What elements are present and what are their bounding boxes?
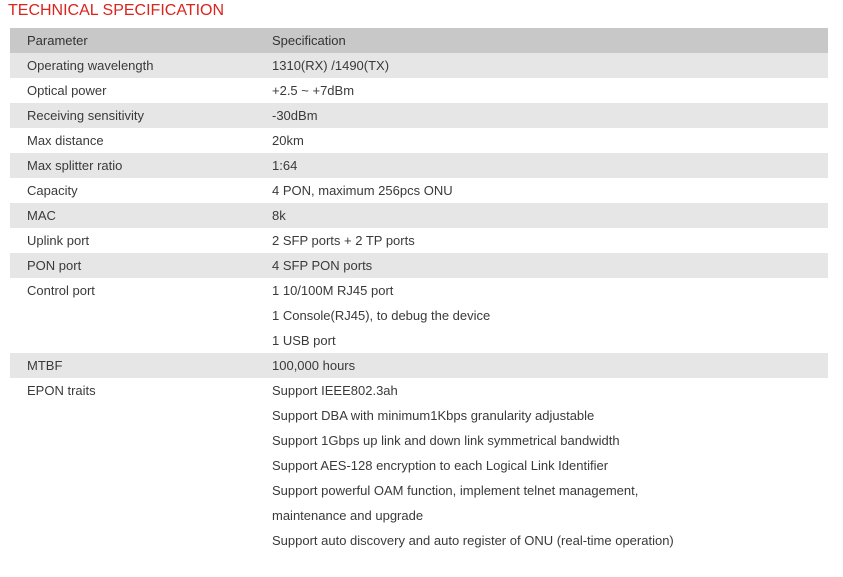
table-row: [10, 228, 828, 253]
row-specification: Support powerful OAM function, implement telnet management,: [272, 483, 639, 498]
table-row: [10, 178, 828, 203]
header-specification: Specification: [272, 33, 346, 48]
table-row: [10, 153, 828, 178]
row-specification: Support AES-128 encryption to each Logical Link Identifier: [272, 458, 609, 473]
row-parameter: MAC: [27, 208, 56, 223]
table-row: [10, 378, 828, 403]
table-row: [10, 53, 828, 78]
row-specification: 1 10/100M RJ45 port: [272, 283, 394, 298]
table-row: [10, 253, 828, 278]
row-specification: Support 1Gbps up link and down link symmetrical bandwidth: [272, 433, 620, 448]
row-specification: -30dBm: [272, 108, 318, 123]
row-specification: Support IEEE802.3ah: [272, 383, 398, 398]
table-row-continuation: [10, 428, 828, 453]
row-parameter: EPON traits: [27, 383, 96, 398]
row-specification: 2 SFP ports + 2 TP ports: [272, 233, 415, 248]
table-row: [10, 78, 828, 103]
table-row-continuation: [10, 478, 828, 503]
header-parameter: Parameter: [27, 33, 88, 48]
row-parameter: Optical power: [27, 83, 107, 98]
table-row-continuation: [10, 528, 828, 553]
table-row: [10, 128, 828, 153]
row-specification: 4 PON, maximum 256pcs ONU: [272, 183, 453, 198]
row-specification: 1 Console(RJ45), to debug the device: [272, 308, 491, 323]
table-row: [10, 103, 828, 128]
page-title: TECHNICAL SPECIFICATION: [8, 2, 225, 19]
row-specification: 20km: [272, 133, 304, 148]
table-row-continuation: [10, 328, 828, 353]
row-parameter: Uplink port: [27, 233, 90, 248]
row-parameter: Control port: [27, 283, 95, 298]
row-parameter: PON port: [27, 258, 82, 273]
table-row: [10, 353, 828, 378]
row-specification: 1 USB port: [272, 333, 336, 348]
spec-table: [10, 28, 828, 553]
table-row: [10, 203, 828, 228]
row-parameter: Max splitter ratio: [27, 158, 123, 173]
row-specification: +2.5 ~ +7dBm: [272, 83, 355, 98]
row-parameter: Max distance: [27, 133, 104, 148]
row-specification: Support auto discovery and auto register of ONU (real-time operation): [272, 533, 674, 548]
row-specification: 100,000 hours: [272, 358, 356, 373]
table-row-continuation: [10, 503, 828, 528]
row-specification: 1:64: [272, 158, 298, 173]
table-row-continuation: [10, 303, 828, 328]
row-specification: Support DBA with minimum1Kbps granularity adjustable: [272, 408, 595, 423]
row-parameter: Operating wavelength: [27, 58, 154, 73]
row-specification: maintenance and upgrade: [272, 508, 424, 523]
table-row-continuation: [10, 403, 828, 428]
row-specification: 1310(RX) /1490(TX): [272, 58, 390, 73]
row-specification: 8k: [272, 208, 286, 223]
table-row: [10, 278, 828, 303]
row-parameter: MTBF: [27, 358, 63, 373]
table-header-row: [10, 28, 828, 53]
table-row-continuation: [10, 453, 828, 478]
row-specification: 4 SFP PON ports: [272, 258, 373, 273]
row-parameter: Receiving sensitivity: [27, 108, 145, 123]
row-parameter: Capacity: [27, 183, 78, 198]
